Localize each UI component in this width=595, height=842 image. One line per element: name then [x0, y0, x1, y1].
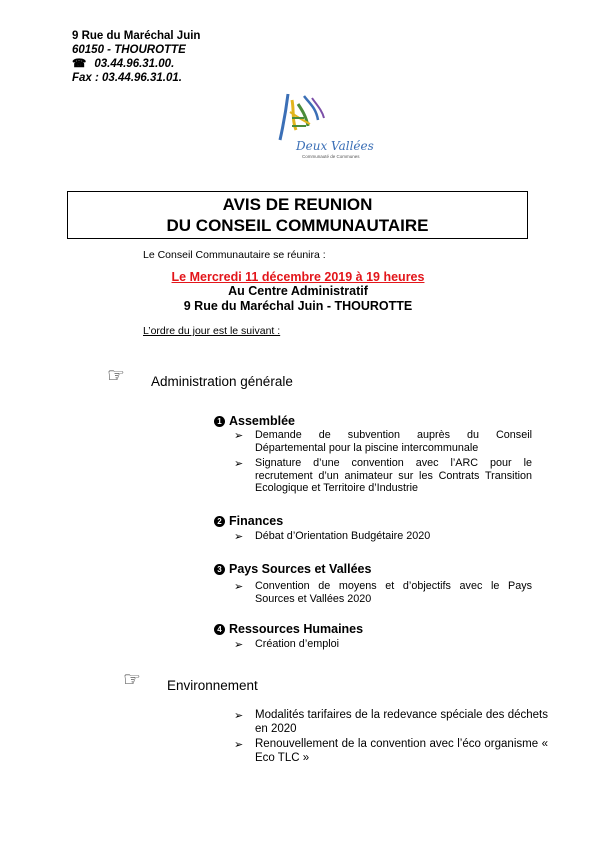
number-2-icon: 2	[214, 516, 225, 527]
arrow-icon: ➢	[234, 739, 244, 751]
arrow-icon: ➢	[234, 639, 244, 651]
title-line-1: AVIS DE REUNION	[222, 195, 373, 214]
section-title: Administration générale	[151, 374, 293, 389]
pointing-hand-icon: ☞	[123, 669, 141, 691]
subsection-title: 1 Assemblée	[214, 414, 295, 429]
phone-icon: ☎	[72, 58, 87, 70]
arrow-icon: ➢	[234, 430, 244, 442]
agenda-item: Demande de subvention auprès du Conseil Départemental pour la piscine intercommunale	[255, 429, 532, 454]
phone-number: 03.44.96.31.00.	[94, 58, 175, 70]
arrow-icon: ➢	[234, 458, 244, 470]
agenda-item: Modalités tarifaires de la redevance spéciale des déchets en 2020	[255, 709, 548, 735]
logo	[262, 90, 374, 160]
pointing-hand-icon: ☞	[107, 365, 125, 387]
number-4-icon: 4	[214, 624, 225, 635]
logo-graphic	[262, 90, 374, 160]
fax-line: Fax : 03.44.96.31.01.	[72, 72, 182, 84]
arrow-icon: ➢	[234, 531, 244, 543]
subsection-title: 4 Ressources Humaines	[214, 622, 363, 637]
meeting-address: 9 Rue du Maréchal Juin - THOUROTTE	[183, 299, 413, 313]
agenda-item: Renouvellement de la convention avec l’éco organisme « Eco TLC »	[255, 738, 548, 764]
phone-line	[72, 58, 174, 71]
agenda-item: Débat d’Orientation Budgétaire 2020	[255, 530, 431, 542]
subsection-title: 3 Pays Sources et Vallées	[214, 562, 371, 577]
city-line: 60150 - THOUROTTE	[72, 44, 186, 56]
arrow-icon: ➢	[234, 710, 244, 722]
meeting-place: Au Centre Administratif	[228, 284, 368, 298]
agenda-item: Signature d’une convention avec l’ARC pour le recrutement d’un animateur sur les Contrats Transition Ecologique et Territoire d’Industrie	[255, 457, 532, 494]
title-line-2: DU CONSEIL COMMUNAUTAIRE	[166, 216, 429, 235]
section-title: Environnement	[167, 678, 258, 693]
logo-name: Deux Vallées	[296, 139, 374, 153]
intro-text: Le Conseil Communautaire se réunira :	[143, 249, 326, 261]
agenda-item: Création d’emploi	[255, 638, 340, 650]
title-box	[67, 191, 528, 239]
number-3-icon: 3	[214, 564, 225, 575]
subsection-title: 2 Finances	[214, 514, 283, 529]
arrow-icon: ➢	[234, 581, 244, 593]
meeting-info	[67, 270, 529, 314]
address-line: 9 Rue du Maréchal Juin	[72, 30, 201, 42]
agenda-item: Convention de moyens et d’objectifs avec le Pays Sources et Vallées 2020	[255, 580, 532, 605]
number-1-icon: 1	[214, 416, 225, 427]
meeting-date: Le Mercredi 11 décembre 2019 à 19 heures	[171, 270, 425, 284]
logo-tagline: Communauté de Communes	[302, 154, 360, 159]
agenda-intro: L’ordre du jour est le suivant :	[143, 325, 281, 337]
